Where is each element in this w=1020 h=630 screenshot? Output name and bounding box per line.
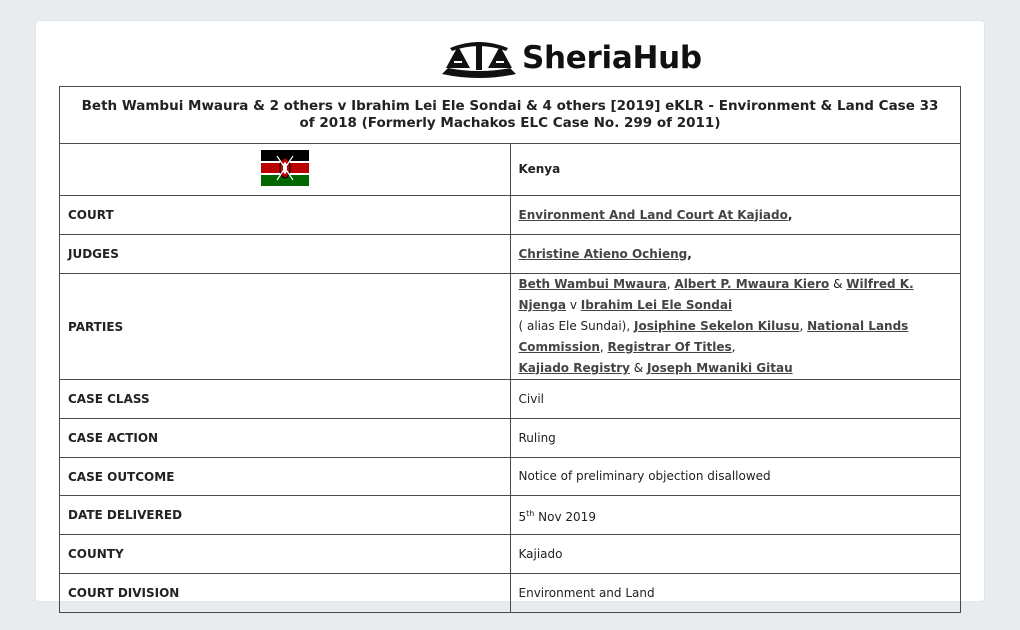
court-row — [60, 196, 961, 235]
party-link[interactable]: Joseph Mwaniki Gitau — [646, 361, 793, 375]
case-outcome-row — [60, 458, 961, 496]
date-delivered-label: DATE DELIVERED — [60, 496, 511, 535]
parties-row — [60, 274, 961, 380]
court-division-label: COURT DIVISION — [60, 574, 511, 613]
case-outcome-label: CASE OUTCOME — [60, 458, 511, 496]
case-details-table — [59, 86, 961, 613]
party-link[interactable]: Beth Wambui Mwaura — [518, 277, 667, 291]
judge-link[interactable]: Christine Atieno Ochieng — [518, 246, 688, 261]
title-row — [60, 87, 961, 144]
county-row — [60, 535, 961, 574]
parties-label: PARTIES — [60, 274, 511, 380]
case-action-row — [60, 419, 961, 458]
court-link[interactable]: Environment And Land Court At Kajiado — [518, 207, 788, 222]
country-row — [60, 144, 961, 196]
party-link[interactable]: National Lands Commission — [518, 319, 909, 354]
date-delivered-row — [60, 496, 961, 535]
party-link[interactable]: Albert P. Mwaura Kiero — [674, 277, 830, 291]
court-division-value: Environment and Land — [510, 574, 961, 613]
country-value: Kenya — [510, 144, 961, 196]
county-value: Kajiado — [510, 535, 961, 574]
party-link[interactable]: Kajiado Registry — [518, 361, 630, 375]
kenya-flag-icon — [261, 150, 309, 186]
court-division-row — [60, 574, 961, 613]
party-link[interactable]: Ibrahim Lei Ele Sondai — [580, 298, 733, 312]
party-link[interactable]: Wilfred K. Njenga — [518, 277, 914, 312]
case-title: Beth Wambui Mwaura & 2 others v Ibrahim Lei Ele Sondai & 4 others [2019] eKLR - Environment & Land Case 33 of 2018 (Formerly Machakos ELC Case No. 299 of 2011) — [60, 87, 961, 144]
case-class-label: CASE CLASS — [60, 380, 511, 419]
date-delivered-value: 5th Nov 2019 — [510, 496, 961, 535]
court-label: COURT — [60, 196, 511, 235]
case-class-value: Civil — [510, 380, 961, 419]
case-action-label: CASE ACTION — [60, 419, 511, 458]
case-action-value: Ruling — [510, 419, 961, 458]
brand-name: SheriaHub — [522, 40, 702, 76]
judges-row — [60, 235, 961, 274]
judges-label: JUDGES — [60, 235, 511, 274]
parties-value: Beth Wambui Mwaura, Albert P. Mwaura Kiero & Wilfred K. Njenga v Ibrahim Lei Ele Sondai ( alias Ele Sundai), Josiphine Sekelon Kilusu, National Lands Commission, Registrar Of Titles, Kajiado Registry & Joseph Mwaniki Gitau — [510, 274, 961, 380]
party-link[interactable]: Josiphine Sekelon Kilusu — [634, 319, 800, 333]
party-link[interactable]: Registrar Of Titles — [607, 340, 732, 354]
county-label: COUNTY — [60, 535, 511, 574]
judges-value: Christine Atieno Ochieng, — [510, 235, 961, 274]
case-class-row — [60, 380, 961, 419]
flag-cell — [60, 144, 511, 196]
sheriahub-logo[interactable] — [440, 37, 702, 79]
court-value: Environment And Land Court At Kajiado, — [510, 196, 961, 235]
case-outcome-value: Notice of preliminary objection disallowed — [510, 458, 961, 496]
scales-of-justice-icon — [440, 38, 518, 78]
